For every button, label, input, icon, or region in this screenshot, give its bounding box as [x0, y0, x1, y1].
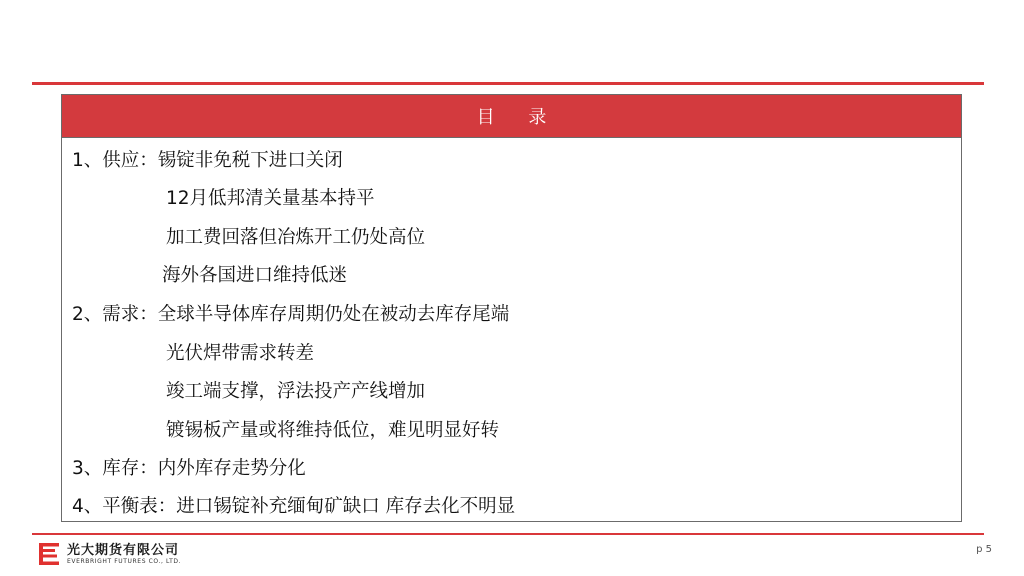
toc-item-supply: 1、供应：锡锭非免税下进口关闭 [72, 150, 343, 171]
toc-item-balance: 4、平衡表：进口锡锭补充缅甸矿缺口 库存去化不明显 [72, 496, 516, 517]
everbright-logo-icon [37, 542, 61, 566]
toc-subitem: 光伏焊带需求转差 [166, 343, 315, 364]
toc-subitem: 加工费回落但冶炼开工仍处高位 [166, 227, 426, 248]
toc-subitem: 海外各国进口维持低迷 [162, 265, 348, 286]
bottom-divider [32, 533, 984, 535]
toc-item-demand: 2、需求：全球半导体库存周期仍处在被动去库存尾端 [72, 304, 510, 325]
company-logo [37, 541, 181, 567]
company-name-en: EVERBRIGHT FUTURES CO., LTD. [67, 557, 182, 565]
page-number: p 5 [976, 544, 992, 555]
toc-subitem: 12月低邦清关量基本持平 [166, 188, 375, 209]
top-divider [32, 82, 984, 85]
company-name-cn: 光大期货有限公司 [67, 542, 180, 558]
table-of-contents [61, 94, 962, 522]
logo-text [67, 543, 181, 566]
toc-subitem: 镀锡板产量或将维持低位，难见明显好转 [166, 420, 500, 441]
toc-subitem: 竣工端支撑，浮法投产产线增加 [166, 381, 426, 402]
toc-title: 目 录 [62, 95, 961, 138]
toc-item-inventory: 3、库存：内外库存走势分化 [72, 458, 306, 479]
